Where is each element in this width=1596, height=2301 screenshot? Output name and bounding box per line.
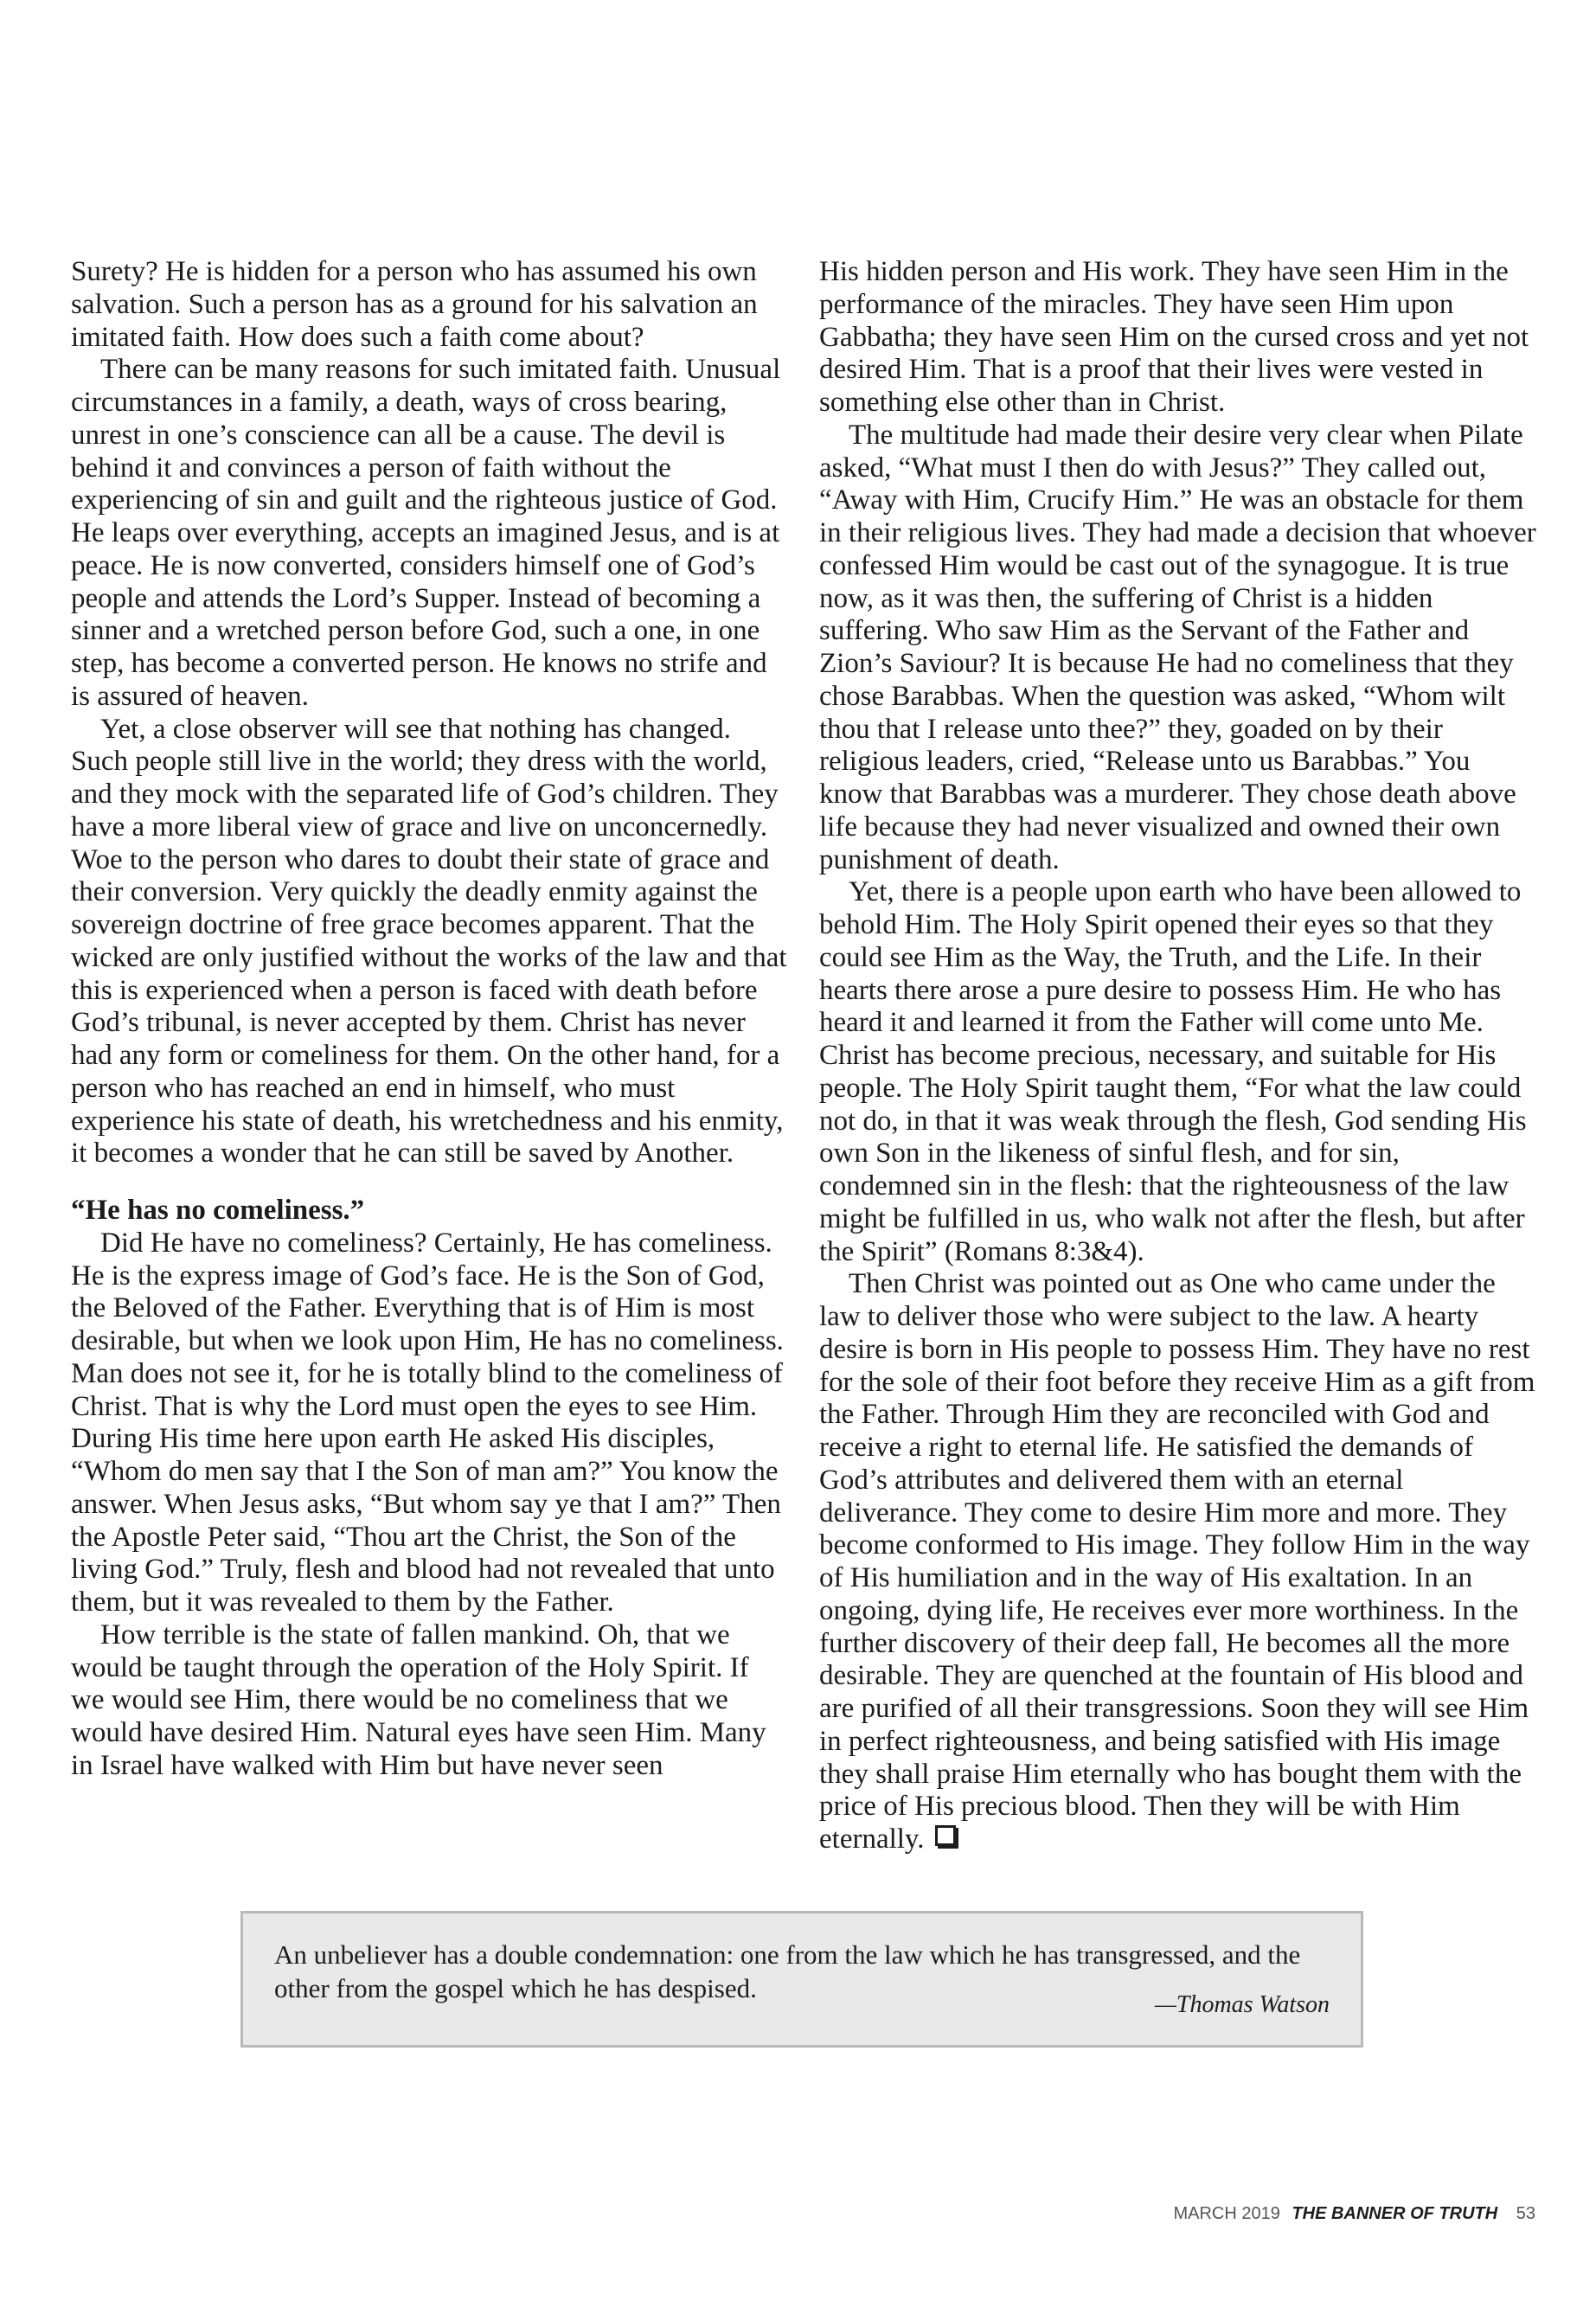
left-paragraph-4: Did He have no comeliness? Certainly, He has comeliness. He is the express image of God’s face. He is the Son of God, the Beloved of the Father. Everything that is of Him is most desirable, but when we look upon Him, He has no comeliness. Man does not see it, for he is totally blind to the comeliness of Christ. That is why the Lord must open the eyes to see Him. During His time here upon earth He asked His disciples, “Whom do men say that I the Son of man am?” You know the answer. When Jesus asks, “But whom say ye that I am?” Then the Apostle Peter said, “Thou art the Christ, the Son of the living God.” Truly, flesh and blood had not revealed that unto them, but it was revealed to them by the Father. bbox=[71, 1227, 784, 1618]
footer-publication-title: THE BANNER OF TRUTH bbox=[1292, 2204, 1498, 2223]
pull-quote-attribution: —Thomas Watson bbox=[1154, 1991, 1330, 2018]
section-heading: “He has no comeliness.” bbox=[71, 1195, 365, 1226]
left-paragraph-3: Yet, a close observer will see that nothing has changed. Such people still live in the world; they dress with the world, and they mock with the separated life of God’s children. They have a more liberal view of grace and live on unconcernedly. Woe to the person who dares to doubt their state of grace and their conversion. Very quickly the deadly enmity against the sovereign doctrine of free grace becomes apparent. That the wicked are only justified without the works of the law and that this is experienced when a person is faced with death before God’s tribunal, is never accepted by them. Christ has never had any form or comeliness for them. On the other hand, for a person who has reached an end in himself, who must experience his state of death, his wretchedness and his enmity, it becomes a wonder that he can still be saved by Another. bbox=[71, 713, 787, 1170]
left-paragraph-1: Surety? He is hidden for a person who has assumed his own salvation. Such a person has as a ground for his salvation an imitated faith. How does such a faith come about? bbox=[71, 256, 758, 353]
end-of-article-box-icon bbox=[935, 1825, 956, 1846]
right-paragraph-4 bbox=[819, 1268, 1537, 1856]
footer-issue-date: MARCH 2019 bbox=[1173, 2204, 1280, 2223]
pull-quote-box bbox=[240, 1911, 1363, 2048]
left-column bbox=[71, 256, 787, 1783]
pull-quote-text: An unbeliever has a double condemnation: one from the law which he has transgressed, and the other from the gospel which he has despised. bbox=[274, 1939, 1301, 2003]
right-paragraph-1: His hidden person and His work. They have seen Him in the performance of the miracles. They have seen Him upon Gabbatha; they have seen Him on the cursed cross and yet not desired Him. That is a proof that their lives were vested in something else other than in Christ. bbox=[819, 256, 1529, 418]
right-paragraph-3: Yet, there is a people upon earth who have been allowed to behold Him. The Holy Spirit opened their eyes so that they could see Him as the Way, the Truth, and the Life. In their hearts there arose a pure desire to possess Him. He who has heard it and learned it from the Father will come unto Me. Christ has become precious, necessary, and suitable for His people. The Holy Spirit taught them, “For what the law could not do, in that it was weak through the flesh, God sending His own Son in the likeness of sinful flesh, and for sin, condemned sin in the flesh: that the righteousness of the law might be fulfilled in us, who walk not after the flesh, but after the Spirit” (Romans 8:3&4). bbox=[819, 876, 1527, 1267]
right-paragraph-2: The multitude had made their desire very clear when Pilate asked, “What must I then do with Jesus?” They called out, “Away with Him, Crucify Him.” He was an obstacle for them in their religious lives. They had made a decision that whoever confessed Him would be cast out of the synagogue. It is true now, as it was then, the suffering of Christ is a hidden suffering. Who saw Him as the Servant of the Father and Zion’s Saviour? It is because He had no comeliness that they chose Barabbas. When the question was asked, “Whom wilt thou that I release unto thee?” they, goaded on by their religious leaders, cried, “Release unto us Barabbas.” You know that Barabbas was a murderer. They chose death above life because they had never visualized and owned their own punishment of death. bbox=[819, 419, 1536, 875]
left-paragraph-2: There can be many reasons for such imitated faith. Unusual circumstances in a family, a death, ways of cross bearing, unrest in one’s conscience can all be a cause. The devil is behind it and convinces a person of faith without the experiencing of sin and guilt and the righteous justice of God. He leaps over everything, accepts an imagined Jesus, and is at peace. He is now converted, considers himself one of God’s people and attends the Lord’s Supper. Instead of becoming a sinner and a wretched person before God, such a one, in one step, has become a converted person. He knows no strife and is assured of heaven. bbox=[71, 354, 781, 712]
page-footer bbox=[1173, 2204, 1535, 2224]
left-paragraph-5: How terrible is the state of fallen mankind. Oh, that we would be taught through the operation of the Holy Spirit. If we would see Him, there would be no comeliness that we would have desired Him. Natural eyes have seen Him. Many in Israel have walked with Him but have never seen bbox=[71, 1618, 766, 1781]
right-column bbox=[819, 256, 1537, 1856]
footer-page-number: 53 bbox=[1516, 2204, 1535, 2223]
right-paragraph-4-text: Then Christ was pointed out as One who came under the law to deliver those who were subject to the law. A hearty desire is born in His people to possess Him. They have no rest for the sole of their foot before they receive Him as a gift from the Father. Through Him they are reconciled with God and receive a right to eternal life. He satisfied the demands of God’s attributes and delivered them with an eternal deliverance. They come to desire Him more and more. They become conformed to His image. They follow Him in the way of His humiliation and in the way of His exaltation. In an ongoing, dying life, He receives ever more worthiness. In the further discovery of their deep fall, He becomes all the more desirable. They are quenched at the fountain of His blood and are purified of all their transgressions. Soon they will see Him in perfect righteousness, and being satisfied with His image they shall praise Him eternally who has bought them with the price of His precious blood. Then they will be with Him eternally. bbox=[819, 1268, 1535, 1855]
